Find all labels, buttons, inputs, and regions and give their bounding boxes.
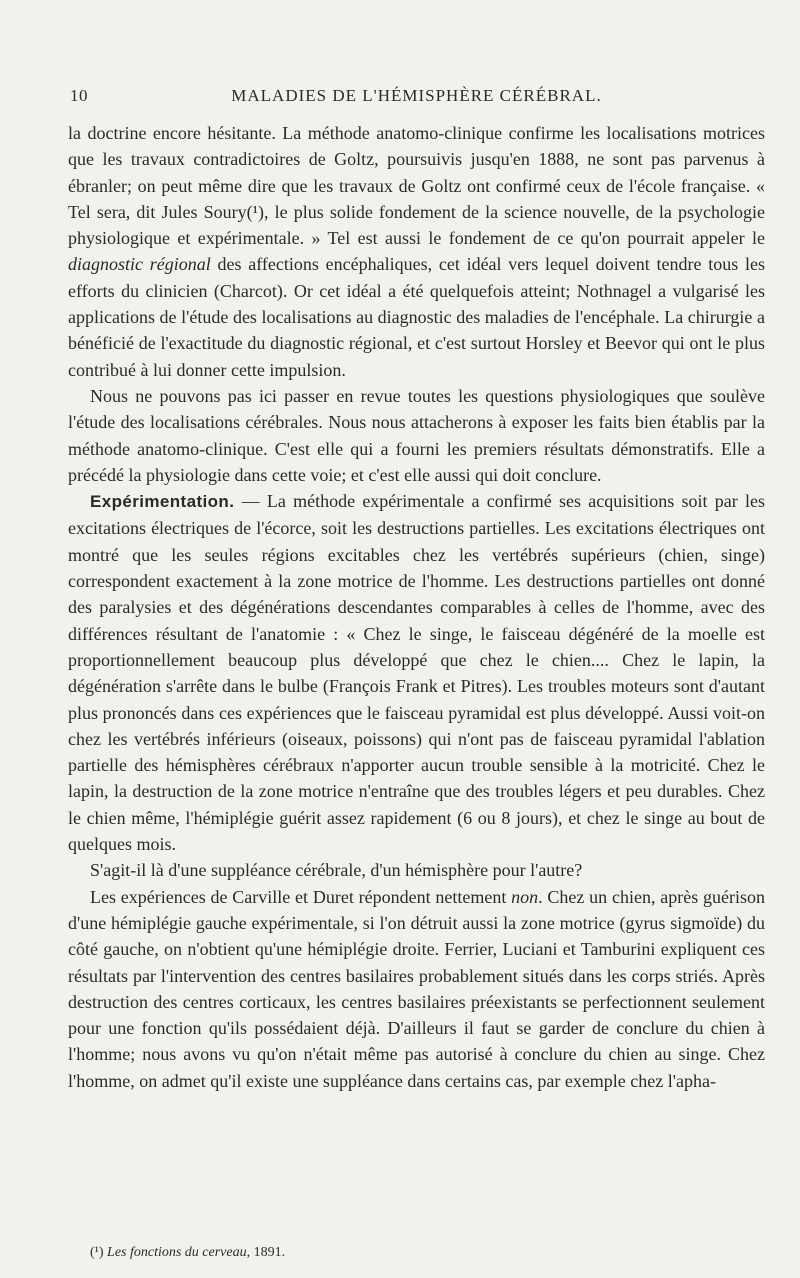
italic-run: non (511, 886, 539, 907)
section-heading: Expérimentation. (90, 492, 235, 512)
text-run: la doctrine encore hésitante. La méthode anatomo-clinique confirme les localisations motrices que les travaux contradictoires de Goltz, poursuivis jusqu'en 1888, ne sont pas parvenus à ébranler; on peut même dire que les travaux de Goltz ont confirmé ceux de l'école française. « Tel sera, dit Jules Soury(¹), le plus solide fondement de la science nouvelle, de la psychologie physiologique et expérimentale. » Tel est aussi le fondement de ce qu'on pourrait appeler le (68, 123, 765, 249)
text-run: Les expériences de Carville et Duret répondent nettement (90, 886, 512, 907)
footnote (90, 1244, 765, 1262)
body-text (68, 120, 765, 1094)
footnote-rest: , 1891. (246, 1245, 286, 1260)
text-run: — La méthode expérimentale a confirmé ses acquisitions soit par les excitations électriques de l'écorce, soit les destructions partielles. Les excitations électriques ont montré que les seules régions excitables chez les vertébrés supérieurs (chien, singe) correspondent exactement à la zone motrice de l'homme. Les destructions partielles ont donné des paralysies et des dégénérations descendantes comparables à celles de l'homme, avec des différences résultant de l'anatomie : « Chez le singe, le faisceau dégénéré de la moelle est proportionnellement beaucoup plus développé que chez le chien.... Chez le lapin, la dégénération s'arrête dans le bulbe (François Frank et Pitres). Les troubles moteurs sont d'autant plus prononcés dans ces expériences que le faisceau pyramidal est plus développé. Aussi voit-on chez les vertébrés inférieurs (oiseaux, poissons) qui n'ont pas de faisceau pyramidal l'ablation partielle des hémisphères cérébraux n'apporter aucun trouble sensible à la motricité. Chez le lapin, la destruction de la zone motrice n'entraîne que des troubles légers et peu durables. Chez le chien même, l'hémiplégie guérit assez rapidement (6 ou 8 jours), et chez le singe au bout de quelques mois. (68, 491, 765, 855)
text-run: des affections encéphaliques, cet idéal vers lequel doivent tendre tous les efforts du clinicien (Charcot). Or cet idéal a été quelquefois atteint; Nothnagel a vulgarisé les applications de l'étude des localisations au diagnostic des maladies de l'encéphale. La chirurgie a bénéficié de l'exactitude du diagnostic régional, et c'est surtout Horsley et Beevor qui ont le plus contribué à lui donner cette impulsion. (68, 254, 765, 380)
footnote-title: Les fonctions du cerveau (107, 1245, 247, 1260)
text-run: . Chez un chien, après guérison d'une hémiplégie gauche expérimentale, si l'on détruit aussi la zone motrice (gyrus sigmoïde) du côté gauche, on n'obtient qu'une hémiplégie droite. Ferrier, Luciani et Tamburini expliquent ces résultats par l'intervention des centres basilaires probablement situés dans les corps striés. Après destruction des centres corticaux, les centres basilaires préexistants se perfectionnent seulement pour une fonction qu'ils possédaient déjà. D'ailleurs il faut se garder de conclure du chien à l'homme; nous avons vu qu'on n'était même pas autorisé à conclure du chien au singe. Chez l'homme, on admet qu'il existe une suppléance dans certains cas, par exemple chez l'apha- (68, 886, 765, 1091)
running-title: MALADIES DE L'HÉMISPHÈRE CÉRÉBRAL. (231, 86, 602, 105)
italic-run: diagnostic régional (68, 254, 211, 275)
paragraph (68, 120, 765, 383)
text-run: S'agit-il là d'une suppléance cérébrale, d'un hémisphère pour l'autre? (90, 860, 583, 881)
page-number: 10 (70, 86, 88, 105)
paragraph (68, 857, 765, 883)
paragraph (68, 884, 765, 1094)
paragraph (68, 488, 765, 857)
text-run: Nous ne pouvons pas ici passer en revue toutes les questions physiologiques que soulève l'étude des localisations cérébrales. Nous nous attacherons à exposer les faits bien établis par la méthode anatomo-clinique. C'est elle qui a fourni les premiers résultats démonstratifs. Elle a précédé la physiologie dans cette voie; et c'est elle aussi qui doit conclure. (68, 385, 765, 485)
footnote-marker: (¹) (90, 1245, 104, 1260)
running-header (68, 86, 765, 110)
paragraph (68, 383, 765, 488)
